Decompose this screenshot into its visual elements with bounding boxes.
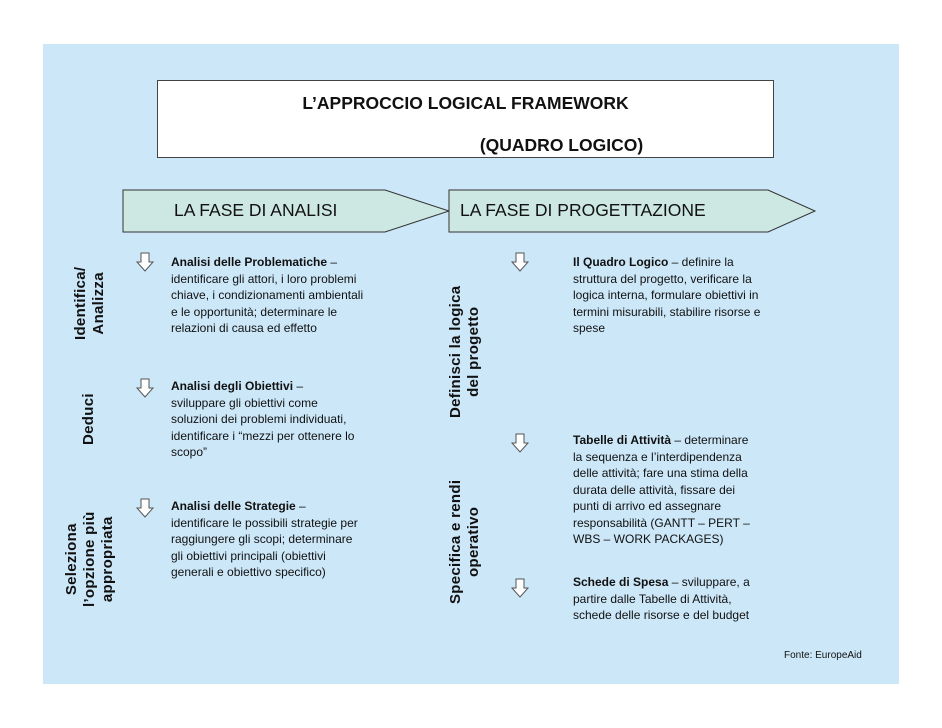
block-heading: Analisi delle Problematiche (171, 255, 328, 269)
block-line: partire dalle Tabelle di Attività, (573, 591, 732, 606)
block-heading: Analisi delle Strategie (171, 499, 296, 513)
block-heading: Il Quadro Logico (573, 255, 669, 269)
analysis-block-obiettivi (171, 378, 354, 461)
block-line: generali e obiettivo specifico) (171, 565, 326, 579)
block-line: relazioni di causa ed effetto (171, 321, 317, 335)
side-label-line: l’opzione più (81, 511, 98, 607)
design-block-quadro-logico (573, 254, 760, 337)
block-heading-rest: – determinare (671, 433, 749, 447)
side-label-line: Definisci la logica (447, 285, 464, 418)
design-block-schede-spesa (573, 574, 750, 624)
block-line: sviluppare gli obiettivi come (171, 395, 318, 410)
title-line-1: L’APPROCCIO LOGICAL FRAMEWORK (302, 93, 629, 113)
side-label-line: Analizza (90, 272, 107, 335)
block-line: responsabilità (GANTT – PERT – (573, 515, 750, 530)
down-arrow-icon (511, 433, 529, 453)
block-line: termini misurabili, stabilire risorse e (573, 304, 761, 319)
side-label-line: Identifica/ (72, 266, 89, 340)
block-line: scopo” (171, 445, 208, 459)
block-heading: Analisi degli Obiettivi (171, 379, 294, 393)
side-label-seleziona (63, 511, 117, 607)
block-line: durata delle attività, fissare dei (573, 482, 736, 497)
side-label-line: Deduci (80, 393, 97, 445)
block-line: gli obiettivi principali (obiettivi (171, 548, 326, 563)
side-label-line: appropriata (99, 516, 116, 603)
analysis-block-problematiche (171, 254, 363, 337)
block-heading: Tabelle di Attività (573, 433, 672, 447)
block-line: e le opportunità; determinare le (171, 304, 338, 319)
block-line: struttura del progetto, verificare la (573, 271, 752, 286)
down-arrow-icon (136, 378, 154, 398)
block-heading-rest: – (293, 379, 304, 393)
down-arrow-icon (511, 578, 529, 598)
block-line: raggiungere gli scopi; determinare (171, 532, 353, 546)
block-heading: Schede di Spesa (573, 575, 669, 589)
block-line: schede delle risorse e del budget (573, 608, 750, 622)
down-arrow-icon (136, 252, 154, 272)
block-line: identificare gli attori, i loro problemi (171, 271, 357, 286)
analysis-block-strategie (171, 498, 358, 581)
block-line: chiave, i condizionamenti ambientali (171, 288, 364, 302)
block-heading-rest: – sviluppare, a (668, 575, 750, 589)
block-line: WBS – WORK PACKAGES) (573, 532, 724, 546)
block-line: identificare le possibili strategie per (171, 515, 358, 530)
block-line: punti di arrivo ed assegnare (573, 499, 722, 513)
side-label-deduci (80, 393, 98, 445)
side-label-specifica (447, 480, 483, 604)
block-heading-rest: – (327, 255, 338, 269)
block-line: spese (573, 321, 606, 335)
block-heading-rest: – definire la (668, 255, 734, 269)
block-heading-rest: – (295, 499, 306, 513)
down-arrow-icon (511, 252, 529, 272)
side-label-line: operativo (465, 506, 482, 577)
side-label-definisci (447, 286, 483, 418)
phase-label-analysis: LA FASE DI ANALISI (174, 200, 338, 220)
block-line: soluzioni dei problemi individuati, (171, 412, 347, 426)
side-label-line: del progetto (465, 306, 482, 397)
block-line: delle attività; fare una stima della (573, 466, 748, 480)
side-label-identifica (72, 267, 108, 340)
source-credit: Fonte: EuropeAid (784, 650, 862, 661)
side-label-line: Seleziona (63, 523, 80, 596)
block-line: la sequenza e l’interdipendenza (573, 449, 742, 464)
design-block-tabelle-attivita (573, 432, 750, 548)
down-arrow-icon (136, 498, 154, 518)
block-line: logica interna, formulare obiettivi in (573, 288, 759, 302)
block-line: identificare i “mezzi per ottenere lo (171, 428, 355, 443)
side-label-line: Specifica e rendi (447, 479, 464, 604)
title-line-2: (QUADRO LOGICO) (479, 135, 644, 155)
phase-label-design: LA FASE DI PROGETTAZIONE (460, 200, 706, 220)
